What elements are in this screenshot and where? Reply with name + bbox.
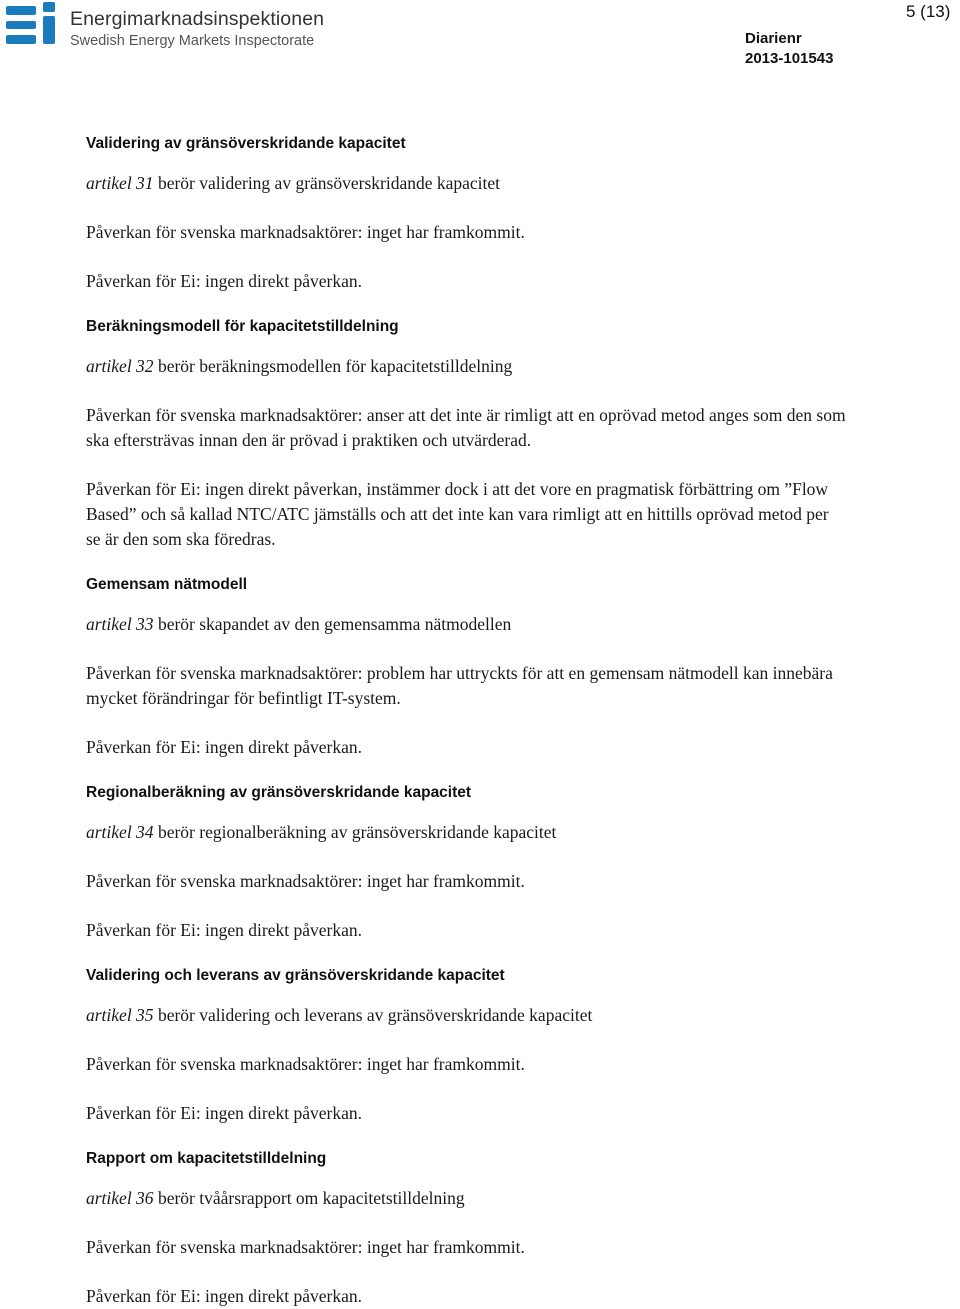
market-impact-paragraph: Påverkan för svenska marknadsaktörer: inget har framkommit.	[86, 1237, 525, 1257]
section-title: Rapport om kapacitetstilldelning	[86, 1150, 327, 1167]
article-line	[86, 1186, 846, 1211]
section-gemensam-natmodell	[86, 575, 846, 760]
organization-name: Energimarknadsinspektionen	[70, 8, 325, 30]
market-impact-paragraph: Påverkan för svenska marknadsaktörer: anser att det inte är rimligt att en oprövad metod anges som den som ska eftersträvas innan den är prövad i praktiken och utvärderad.	[86, 405, 846, 450]
section-validering-leverans	[86, 966, 846, 1126]
article-reference: artikel 35	[86, 1005, 154, 1025]
article-reference: artikel 32	[86, 356, 154, 376]
article-reference: artikel 33	[86, 614, 154, 634]
section-validering	[86, 134, 846, 294]
article-description: berör regionalberäkning av gränsöverskridande kapacitet	[153, 822, 557, 842]
section-title: Regionalberäkning av gränsöverskridande kapacitet	[86, 784, 472, 801]
article-line	[86, 171, 846, 196]
page-number: 5 (13)	[906, 2, 951, 21]
market-impact-paragraph: Påverkan för svenska marknadsaktörer: problem har uttryckts för att en gemensam nätmodell kan innebära mycket förändringar för befintligt IT-system.	[86, 663, 833, 708]
article-reference: artikel 31	[86, 173, 154, 193]
section-title: Validering och leverans av gränsöverskridande kapacitet	[86, 967, 505, 984]
diarienr-label: Diarienr	[745, 30, 802, 47]
article-line	[86, 354, 846, 379]
page-header	[0, 0, 960, 90]
article-line	[86, 612, 846, 637]
section-regionalberakning	[86, 783, 846, 943]
article-description: berör beräkningsmodellen för kapacitetstilldelning	[153, 356, 513, 376]
article-line	[86, 820, 846, 845]
article-description: berör validering av gränsöverskridande kapacitet	[153, 173, 501, 193]
section-title: Validering av gränsöverskridande kapacitet	[86, 135, 406, 152]
organization-subtitle: Swedish Energy Markets Inspectorate	[70, 33, 315, 49]
ei-logo-icon	[6, 2, 58, 48]
article-reference: artikel 34	[86, 822, 154, 842]
document-body	[86, 134, 846, 1309]
section-rapport	[86, 1149, 846, 1309]
article-description: berör tvåårsrapport om kapacitetstilldelning	[153, 1188, 465, 1208]
market-impact-paragraph: Påverkan för svenska marknadsaktörer: inget har framkommit.	[86, 222, 525, 242]
article-description: berör skapandet av den gemensamma nätmodellen	[153, 614, 512, 634]
section-title: Beräkningsmodell för kapacitetstilldelning	[86, 318, 399, 335]
ei-impact-paragraph: Påverkan för Ei: ingen direkt påverkan, instämmer dock i att det vore en pragmatisk förbättring om ”Flow Based” och så kallad NTC/ATC jämställs och att det inte kan vara rimligt att en hittills oprövad metod per se är den som ska föredras.	[86, 479, 829, 549]
ei-impact-paragraph: Påverkan för Ei: ingen direkt påverkan.	[86, 1103, 363, 1123]
article-description: berör validering och leverans av gränsöverskridande kapacitet	[153, 1005, 593, 1025]
diarienr-value: 2013-101543	[745, 50, 834, 67]
article-reference: artikel 36	[86, 1188, 154, 1208]
ei-impact-paragraph: Påverkan för Ei: ingen direkt påverkan.	[86, 737, 363, 757]
ei-impact-paragraph: Påverkan för Ei: ingen direkt påverkan.	[86, 920, 363, 940]
article-line	[86, 1003, 846, 1028]
section-title: Gemensam nätmodell	[86, 576, 248, 593]
market-impact-paragraph: Påverkan för svenska marknadsaktörer: inget har framkommit.	[86, 1054, 525, 1074]
ei-impact-paragraph: Påverkan för Ei: ingen direkt påverkan.	[86, 1286, 363, 1306]
section-berakningsmodell	[86, 317, 846, 552]
market-impact-paragraph: Påverkan för svenska marknadsaktörer: inget har framkommit.	[86, 871, 525, 891]
ei-impact-paragraph: Påverkan för Ei: ingen direkt påverkan.	[86, 271, 363, 291]
